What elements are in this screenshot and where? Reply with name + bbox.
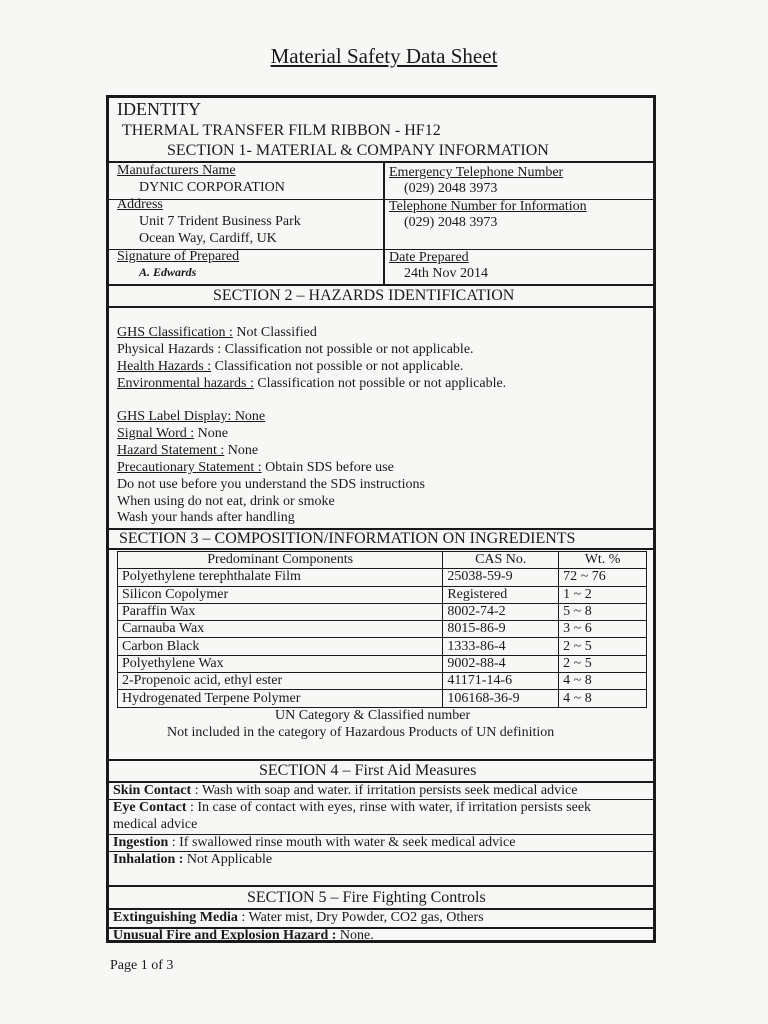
divider bbox=[109, 284, 653, 286]
table-row bbox=[118, 673, 647, 690]
health-hazards-label: Health Hazards : bbox=[117, 359, 212, 374]
section5-title: SECTION 5 – Fire Fighting Controls bbox=[247, 889, 486, 906]
address-line-1: Unit 7 Trident Business Park bbox=[139, 214, 301, 229]
cas-cell: Registered bbox=[443, 586, 559, 603]
section3-title: SECTION 3 – COMPOSITION/INFORMATION ON INGREDIENTS bbox=[119, 530, 576, 547]
un-category-label: UN Category & Classified number bbox=[275, 708, 471, 723]
table-row bbox=[118, 603, 647, 620]
precaution-line: Do not use before you understand the SDS instructions bbox=[117, 477, 425, 492]
divider bbox=[109, 885, 653, 887]
table-row bbox=[118, 638, 647, 655]
cas-cell: 8015-86-9 bbox=[443, 621, 559, 638]
precautionary-statement-label: Precautionary Statement : bbox=[117, 460, 262, 475]
component-cell: Polyethylene terephthalate Film bbox=[118, 569, 443, 586]
extinguishing-media-label: Extinguishing Media bbox=[113, 910, 238, 925]
weight-cell: 2 ~ 5 bbox=[559, 655, 647, 672]
address-line-2: Ocean Way, Cardiff, UK bbox=[139, 231, 277, 246]
divider bbox=[109, 306, 653, 308]
manufacturer-label: Manufacturers Name bbox=[117, 163, 236, 178]
component-cell: Silicon Copolymer bbox=[118, 586, 443, 603]
table-row bbox=[118, 569, 647, 586]
weight-cell: 72 ~ 76 bbox=[559, 569, 647, 586]
inhalation-line bbox=[113, 852, 272, 868]
cas-cell: 1333-86-4 bbox=[443, 638, 559, 655]
skin-contact-text: : Wash with soap and water. if irritation persists seek medical advice bbox=[191, 783, 578, 798]
section2-title: SECTION 2 – HAZARDS IDENTIFICATION bbox=[213, 287, 515, 304]
skin-contact-line bbox=[113, 783, 577, 799]
precautionary-statement-text: Obtain SDS before use bbox=[261, 460, 394, 475]
emergency-phone-value: (029) 2048 3973 bbox=[404, 181, 498, 196]
hazard-statement-line bbox=[117, 443, 258, 459]
signal-word-label: Signal Word : bbox=[117, 426, 195, 441]
date-prepared-label: Date Prepared bbox=[389, 250, 469, 265]
table-row bbox=[118, 586, 647, 603]
signal-word-text: None bbox=[194, 426, 228, 441]
ghs-classification-line bbox=[117, 325, 317, 341]
extinguishing-media-text: : Water mist, Dry Powder, CO2 gas, Others bbox=[237, 910, 484, 925]
table-header-row bbox=[118, 552, 647, 569]
weight-cell: 2 ~ 5 bbox=[559, 638, 647, 655]
identity-heading: IDENTITY bbox=[117, 99, 201, 119]
weight-cell: 5 ~ 8 bbox=[559, 603, 647, 620]
table-row bbox=[118, 690, 647, 707]
divider bbox=[109, 548, 653, 550]
column-divider bbox=[383, 161, 385, 284]
environmental-hazards-line bbox=[117, 376, 506, 392]
skin-contact-label: Skin Contact bbox=[113, 783, 192, 798]
page-title: Material Safety Data Sheet bbox=[270, 44, 498, 68]
column-header: Predominant Components bbox=[118, 552, 443, 569]
inhalation-text: Not Applicable bbox=[183, 852, 273, 867]
ingestion-line bbox=[113, 835, 515, 851]
fire-hazard-text: None. bbox=[336, 928, 374, 943]
ingredients-table bbox=[117, 551, 647, 708]
cas-cell: 8002-74-2 bbox=[443, 603, 559, 620]
eye-contact-line bbox=[113, 800, 591, 816]
cas-cell: 25038-59-9 bbox=[443, 569, 559, 586]
ghs-label-display-line: GHS Label Display: None bbox=[117, 409, 266, 424]
weight-cell: 4 ~ 8 bbox=[559, 673, 647, 690]
weight-cell: 4 ~ 8 bbox=[559, 690, 647, 707]
ghs-classification-text: Not Classified bbox=[232, 325, 317, 340]
signature-label: Signature of Prepared bbox=[117, 249, 240, 264]
hazard-statement-text: None bbox=[224, 443, 259, 458]
component-cell: Carbon Black bbox=[118, 638, 443, 655]
section1-title: SECTION 1- MATERIAL & COMPANY INFORMATION bbox=[167, 142, 549, 159]
extinguishing-media-line bbox=[113, 910, 484, 926]
eye-contact-line-2: medical advice bbox=[113, 817, 198, 832]
inhalation-label: Inhalation : bbox=[113, 852, 184, 867]
eye-contact-text: : In case of contact with eyes, rinse with water, if irritation persists seek bbox=[186, 800, 592, 815]
ingestion-text: : If swallowed rinse mouth with water & seek medical advice bbox=[168, 835, 516, 850]
hazard-statement-label: Hazard Statement : bbox=[117, 443, 225, 458]
info-phone-label: Telephone Number for Information bbox=[389, 199, 587, 214]
cas-cell: 9002-88-4 bbox=[443, 655, 559, 672]
page-number: Page 1 of 3 bbox=[110, 958, 174, 973]
component-cell: Polyethylene Wax bbox=[118, 655, 443, 672]
section4-title: SECTION 4 – First Aid Measures bbox=[259, 762, 477, 779]
component-cell: Carnauba Wax bbox=[118, 621, 443, 638]
column-header: CAS No. bbox=[443, 552, 559, 569]
weight-cell: 3 ~ 6 bbox=[559, 621, 647, 638]
un-category-note: Not included in the category of Hazardous Products of UN definition bbox=[167, 725, 555, 740]
table-row bbox=[118, 655, 647, 672]
component-cell: 2-Propenoic acid, ethyl ester bbox=[118, 673, 443, 690]
precautionary-statement-line bbox=[117, 460, 394, 476]
fire-hazard-label: Unusual Fire and Explosion Hazard : bbox=[113, 928, 337, 943]
product-name: THERMAL TRANSFER FILM RIBBON - HF12 bbox=[122, 122, 441, 139]
cas-cell: 41171-14-6 bbox=[443, 673, 559, 690]
signature-value: A. Edwards bbox=[139, 265, 197, 279]
fire-hazard-line bbox=[113, 928, 374, 944]
column-header: Wt. % bbox=[559, 552, 647, 569]
table-row bbox=[118, 621, 647, 638]
signal-word-line bbox=[117, 426, 228, 442]
msds-form bbox=[106, 95, 656, 943]
cas-cell: 106168-36-9 bbox=[443, 690, 559, 707]
address-label: Address bbox=[117, 197, 163, 212]
environmental-hazards-text: Classification not possible or not applicable. bbox=[253, 376, 507, 391]
ingestion-label: Ingestion bbox=[113, 835, 169, 850]
component-cell: Hydrogenated Terpene Polymer bbox=[118, 690, 443, 707]
physical-hazards-line: Physical Hazards : Classification not possible or not applicable. bbox=[117, 342, 474, 357]
emergency-phone-label: Emergency Telephone Number bbox=[389, 165, 564, 180]
divider bbox=[109, 759, 653, 761]
info-phone-value: (029) 2048 3973 bbox=[404, 215, 498, 230]
environmental-hazards-label: Environmental hazards : bbox=[117, 376, 254, 391]
precaution-line: When using do not eat, drink or smoke bbox=[117, 494, 335, 509]
health-hazards-text: Classification not possible or not applicable. bbox=[211, 359, 464, 374]
ghs-classification-label: GHS Classification : bbox=[117, 325, 233, 340]
eye-contact-label: Eye Contact bbox=[113, 800, 187, 815]
date-prepared-value: 24th Nov 2014 bbox=[404, 266, 488, 281]
manufacturer-value: DYNIC CORPORATION bbox=[139, 180, 285, 195]
health-hazards-line bbox=[117, 359, 463, 375]
weight-cell: 1 ~ 2 bbox=[559, 586, 647, 603]
precaution-line: Wash your hands after handling bbox=[117, 510, 295, 525]
component-cell: Paraffin Wax bbox=[118, 603, 443, 620]
